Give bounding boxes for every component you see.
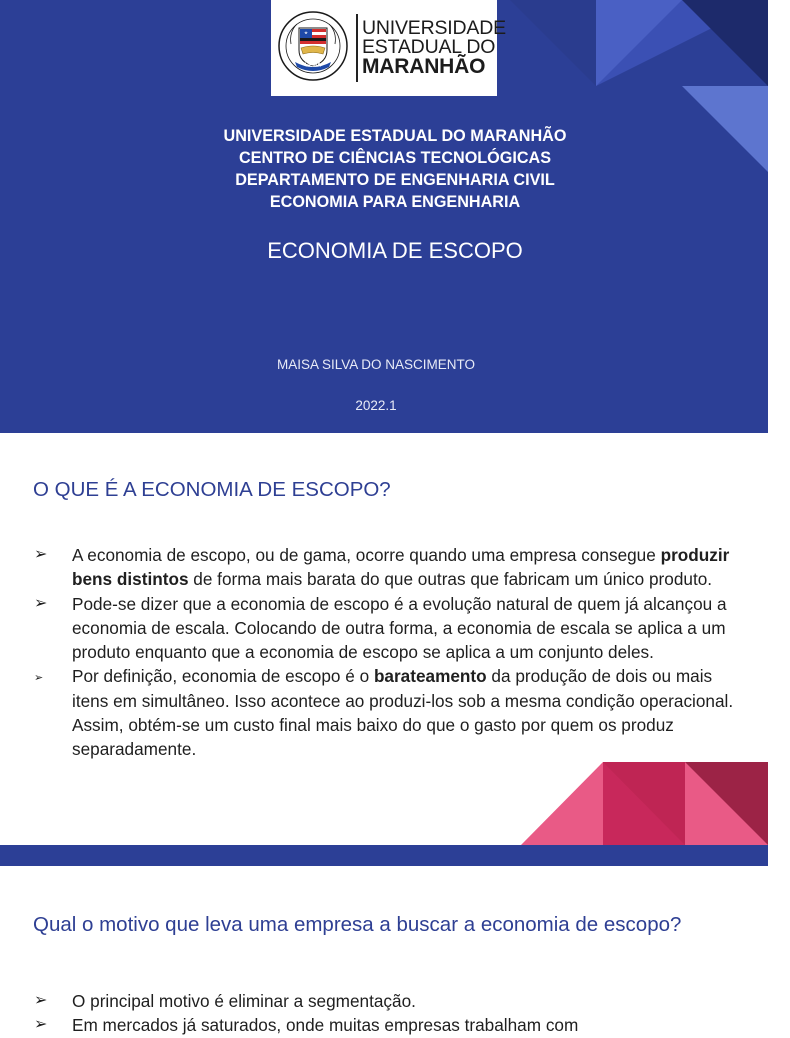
header-line-university: UNIVERSIDADE ESTADUAL DO MARANHÃO	[223, 127, 567, 145]
list-item: ➢ Em mercados já saturados, onde muitas empresas trabalham com	[34, 1013, 739, 1037]
semester-year: 2022.1	[355, 398, 397, 413]
list-item: ➢ O principal motivo é eliminar a segmentação.	[34, 989, 739, 1013]
list-item: ➢ Por definição, economia de escopo é o barateamento da produção de dois ou mais itens em simultâneo. Isso acontece ao produzi-los sob a mesma condição operacional. Assim, obtém-se um custo final mais baixo do que o gasto por quem os produz separadamente.	[34, 666, 734, 760]
arrow-bullet-icon: ➢	[34, 594, 48, 612]
university-seal-icon	[277, 8, 349, 88]
institution-header	[0, 125, 790, 213]
definition-slide	[0, 433, 768, 845]
slide-divider-band	[0, 845, 768, 866]
svg-text:UEMA: UEMA	[304, 62, 322, 69]
motivation-slide	[0, 866, 768, 1036]
arrow-bullet-icon: ➢	[34, 546, 48, 563]
header-line-department: DEPARTAMENTO DE ENGENHARIA CIVIL	[235, 171, 555, 189]
author-name: MAISA SILVA DO NASCIMENTO	[276, 357, 476, 372]
header-line-center: CENTRO DE CIÊNCIAS TECNOLÓGICAS	[238, 149, 552, 167]
deco-triangle-left	[510, 0, 596, 86]
arrow-bullet-icon: ➢	[34, 992, 48, 1009]
section-heading: Qual o motivo que leva uma empresa a buscar a economia de escopo?	[33, 913, 682, 936]
header-line-course: ECONOMIA PARA ENGENHARIA	[269, 193, 521, 211]
arrow-bullet-icon: ➢	[34, 1016, 48, 1034]
logo-divider	[356, 14, 358, 82]
definition-bullet-list	[34, 543, 739, 762]
logo-wordmark	[362, 19, 506, 76]
section-heading: O QUE É A ECONOMIA DE ESCOPO?	[33, 478, 391, 501]
logo-line-2: ESTADUAL DO	[362, 36, 496, 58]
list-item: ➢ A economia de escopo, ou de gama, ocorre quando uma empresa consegue produzir bens distintos de forma mais barata do que outras que fabricam um único produto.	[34, 545, 730, 590]
list-item: ➢ Pode-se dizer que a economia de escopo é a evolução natural de quem já alcançou a economia de escala. Colocando de outra forma, a economia de escala se aplica a um produto enquanto que a economia de escopo se aplica a um conjunto deles.	[34, 593, 727, 663]
deco-triangle-dark	[682, 0, 768, 86]
motivation-bullet-list	[34, 989, 739, 1038]
slide-title: ECONOMIA DE ESCOPO	[267, 238, 523, 263]
logo-line-3: MARANHÃO	[362, 55, 486, 78]
university-logo	[271, 0, 506, 96]
title-slide	[0, 0, 768, 433]
logo-line-1: UNIVERSIDADE	[362, 17, 506, 39]
arrow-bullet-icon: ➢	[34, 672, 44, 685]
